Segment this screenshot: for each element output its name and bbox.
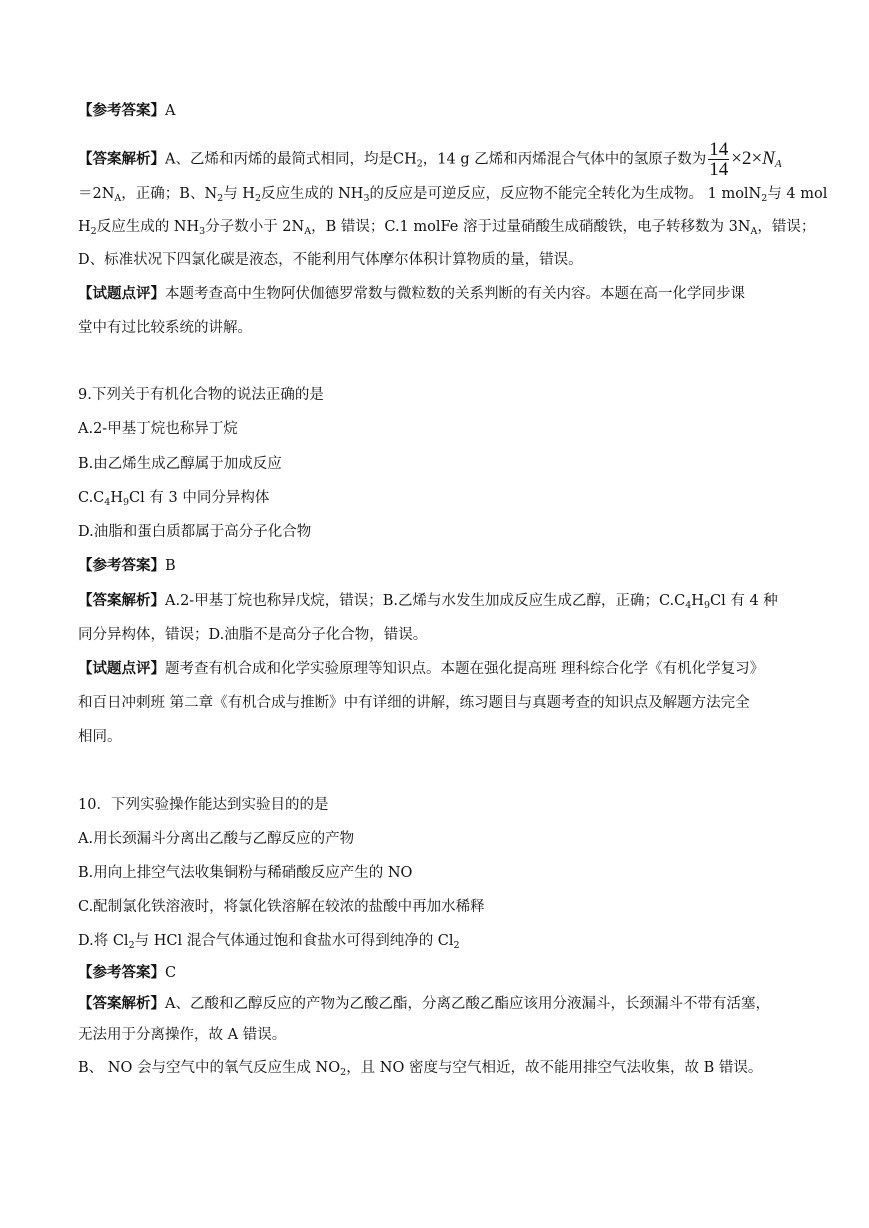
q9-option-d: D.油脂和蛋白质都属于高分子化合物 [78, 524, 312, 540]
subscript: 2 [340, 1067, 347, 1078]
q8-analysis-line3 [78, 217, 815, 242]
q9-stem: 9.下列关于有机化合物的说法正确的是 [78, 387, 324, 403]
subscript: A [750, 226, 758, 237]
subscript: 4 [685, 600, 692, 611]
text: Cl 有 3 中同分异构体 [129, 490, 270, 506]
subscript: 3 [363, 193, 370, 204]
text: 与 H [223, 186, 255, 202]
fraction [708, 140, 729, 179]
text: A、乙酸和乙醇反应的产物为乙酸乙酯，分离乙酸乙酯应该用分液漏斗，长颈漏斗不带有活塞， [165, 996, 770, 1012]
q10-analysis-line1 [78, 994, 770, 1014]
answer-value: B [165, 558, 176, 574]
text: H [110, 490, 123, 506]
subscript: 2 [761, 193, 768, 204]
q10-stem: 10．下列实验操作能达到实验目的的是 [78, 797, 329, 813]
q10-option-d [78, 931, 460, 956]
avogadro-symbol: N [762, 147, 775, 169]
text: ，且 NO 密度与空气相近，故不能用排空气法收集，故 B 错误。 [346, 1060, 763, 1076]
analysis-tag: 【答案解析】 [78, 592, 165, 609]
text: B、 NO 会与空气中的氧气反应生成 NO [78, 1060, 341, 1076]
answer-tag: 【参考答案】 [78, 102, 165, 119]
comment-tag: 【试题点评】 [78, 660, 165, 677]
text: H [78, 219, 91, 235]
text: H [691, 593, 704, 609]
q8-analysis-line4: D、标准状况下四氯化碳是液态，不能利用气体摩尔体积计算物质的量，错误。 [78, 252, 583, 268]
times-sign: × [731, 147, 742, 169]
q10-option-b: B.用向上排空气法收集铜粉与稀硝酸反应产生的 NO [78, 865, 413, 881]
q9-option-c [78, 488, 269, 513]
text: 反应生成的 NH [96, 219, 200, 235]
q10-option-c: C.配制氯化铁溶液时，将氯化铁溶解在较浓的盐酸中再加水稀释 [78, 899, 485, 915]
q9-analysis-line1 [78, 591, 778, 616]
text: D.将 Cl [78, 933, 129, 949]
text: C.C [78, 490, 105, 506]
text: A、乙烯和丙烯的最简式相同，均是CH [165, 151, 417, 168]
answer-tag: 【参考答案】 [78, 964, 165, 981]
subscript: A [774, 157, 782, 170]
text: 的反应是可逆反应，反应物不能完全转化为生成物。 1 molN [369, 186, 762, 202]
subscript: 9 [122, 497, 130, 508]
subscript: 2 [416, 158, 423, 170]
q8-comment-line1 [78, 284, 745, 304]
formula [731, 148, 781, 169]
subscript: 2 [453, 940, 460, 951]
q9-answer-line [78, 556, 176, 576]
text: 本题考查高中生物阿伏伽德罗常数与微粒数的关系判断的有关内容。本题在高一化学同步课 [165, 286, 745, 302]
subscript: 9 [703, 600, 710, 611]
subscript: 3 [199, 226, 206, 237]
q9-comment-line3: 相同。 [78, 729, 122, 745]
subscript: 2 [128, 940, 135, 951]
q10-option-a: A.用长颈漏斗分离出乙酸与乙醇反应的产物 [78, 831, 355, 847]
analysis-tag: 【答案解析】 [78, 995, 165, 1012]
q8-analysis-line1 [78, 140, 782, 179]
fraction-denominator: 14 [709, 159, 729, 180]
q8-analysis-line2 [78, 184, 827, 209]
q8-comment-line2: 堂中有过比较系统的讲解。 [78, 320, 252, 336]
text: ，14 g 乙烯和丙烯混合气体中的氢原子数为 [422, 151, 707, 168]
fraction-numerator: 14 [709, 139, 729, 160]
text: 题考查有机合成和化学实验原理等知识点。本题在强化提高班 理科综合化学《有机化学复习》 [165, 661, 765, 677]
analysis-tag: 【答案解析】 [78, 150, 165, 168]
subscript: A [114, 193, 122, 204]
q10-analysis-line3 [78, 1058, 762, 1083]
subscript: 2 [217, 193, 224, 204]
text: 与 4 mol [767, 186, 828, 202]
text: ，B 错误；C.1 molFe 溶于过量硝酸生成硝酸铁，电子转移数为 3N [311, 219, 751, 235]
text: 分子数小于 2N [205, 219, 305, 235]
subscript: 4 [104, 497, 111, 508]
text: ，正确；B、N [121, 186, 218, 202]
q9-option-a: A.2-甲基丁烷也称异丁烷 [78, 421, 238, 437]
answer-tag: 【参考答案】 [78, 557, 165, 574]
text: A.2-甲基丁烷也称异戊烷，错误；B.乙烯与水发生加成反应生成乙醇，正确；C.C [165, 593, 686, 609]
q10-analysis-line2: 无法用于分离操作，故 A 错误。 [78, 1027, 287, 1043]
comment-tag: 【试题点评】 [78, 285, 165, 302]
q8-answer-line [78, 101, 175, 121]
number: 2 [741, 147, 752, 169]
subscript: 2 [254, 193, 261, 204]
text: 与 HCl 混合气体通过饱和食盐水可得到纯净的 Cl [134, 933, 454, 949]
q9-comment-line2: 和百日冲刺班 第二章《有机合成与推断》中有详细的讲解，练习题目与真题考查的知识点及解题方法完全 [78, 695, 750, 711]
subscript: 2 [90, 226, 97, 237]
text: Cl 有 4 种 [710, 593, 778, 609]
text: 反应生成的 NH [261, 186, 364, 202]
subscript: A [304, 226, 312, 237]
q9-comment-line1 [78, 659, 764, 679]
q10-answer-line [78, 963, 176, 983]
q9-analysis-line2: 同分异构体，错误；D.油脂不是高分子化合物，错误。 [78, 627, 428, 643]
text: ，错误； [757, 219, 816, 235]
text: ＝2N [78, 186, 115, 202]
q9-option-b: B.由乙烯生成乙醇属于加成反应 [78, 456, 282, 472]
answer-value: C [165, 965, 177, 981]
answer-value: A [165, 103, 176, 119]
times-sign: × [751, 147, 763, 169]
